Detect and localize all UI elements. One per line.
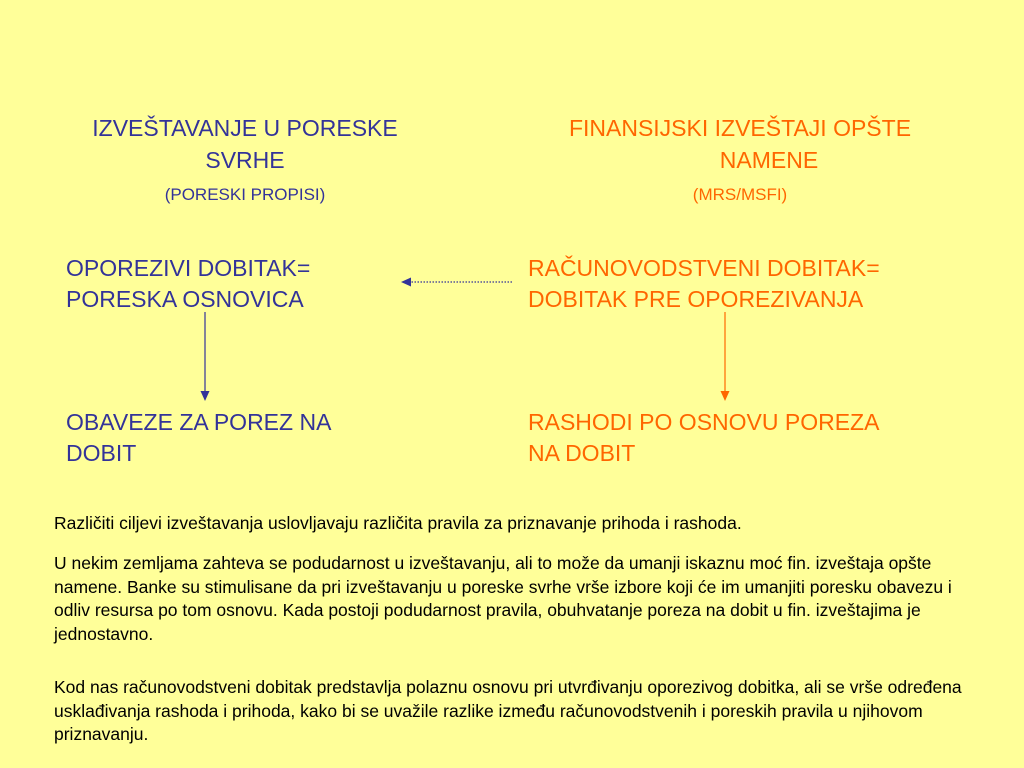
taxable-profit-line2: PORESKA OSNOVICA bbox=[66, 286, 304, 312]
right-heading-line1: FINANSIJSKI IZVEŠTAJI OPŠTE bbox=[568, 115, 912, 141]
left-heading-line2: SVRHE bbox=[205, 147, 285, 173]
right-heading-line2: NAMENE bbox=[719, 147, 819, 173]
explanation-paragraph-2: U nekim zemljama zahteva se podudarnost u izveštavanju, ali to može da umanji iskaznu moć fin. izveštaja opšte namene. Banke su stimulisane da pri izveštavanju u poreske svrhe vrše izbore koji će im umanjiti poresku obavezu i odliv resursa po tom osnovu. Kada postoji podudarnost pravila, obuhvatanje poreza na dobit u fin. izveštajima je jednostavno. bbox=[54, 553, 952, 644]
tax-expense-line1: RASHODI PO OSNOVU POREZA bbox=[528, 409, 880, 435]
right-down-arrow bbox=[721, 312, 730, 401]
accounting-profit-line2: DOBITAK PRE OPOREZIVANJA bbox=[528, 286, 864, 312]
right-subheading: (MRS/MSFI) bbox=[692, 185, 788, 204]
dotted-left-arrow bbox=[401, 278, 512, 287]
left-down-arrow bbox=[201, 312, 210, 401]
accounting-profit-line1: RAČUNOVODSTVENI DOBITAK= bbox=[528, 255, 880, 281]
left-heading-line1: IZVEŠTAVANJE U PORESKE bbox=[92, 115, 398, 141]
left-subheading: (PORESKI PROPISI) bbox=[164, 185, 326, 204]
tax-expense-line2: NA DOBIT bbox=[528, 440, 636, 466]
tax-liability-line1: OBAVEZE ZA POREZ NA bbox=[66, 409, 332, 435]
tax-liability-line2: DOBIT bbox=[66, 440, 137, 466]
explanation-paragraph-3: Kod nas računovodstveni dobitak predstavlja polaznu osnovu pri utvrđivanju oporezivog dobitka, ali se vrše određena usklađivanja rashoda i prihoda, kako bi se uvažile razlike između računovodstvenih i poreskih pravila u njihovom priznavanju. bbox=[54, 677, 962, 744]
explanation-paragraph-1: Različiti ciljevi izveštavanja uslovljavaju različita pravila za priznavanje prihoda i rashoda. bbox=[54, 513, 742, 533]
taxable-profit-line1: OPOREZIVI DOBITAK= bbox=[66, 255, 311, 281]
